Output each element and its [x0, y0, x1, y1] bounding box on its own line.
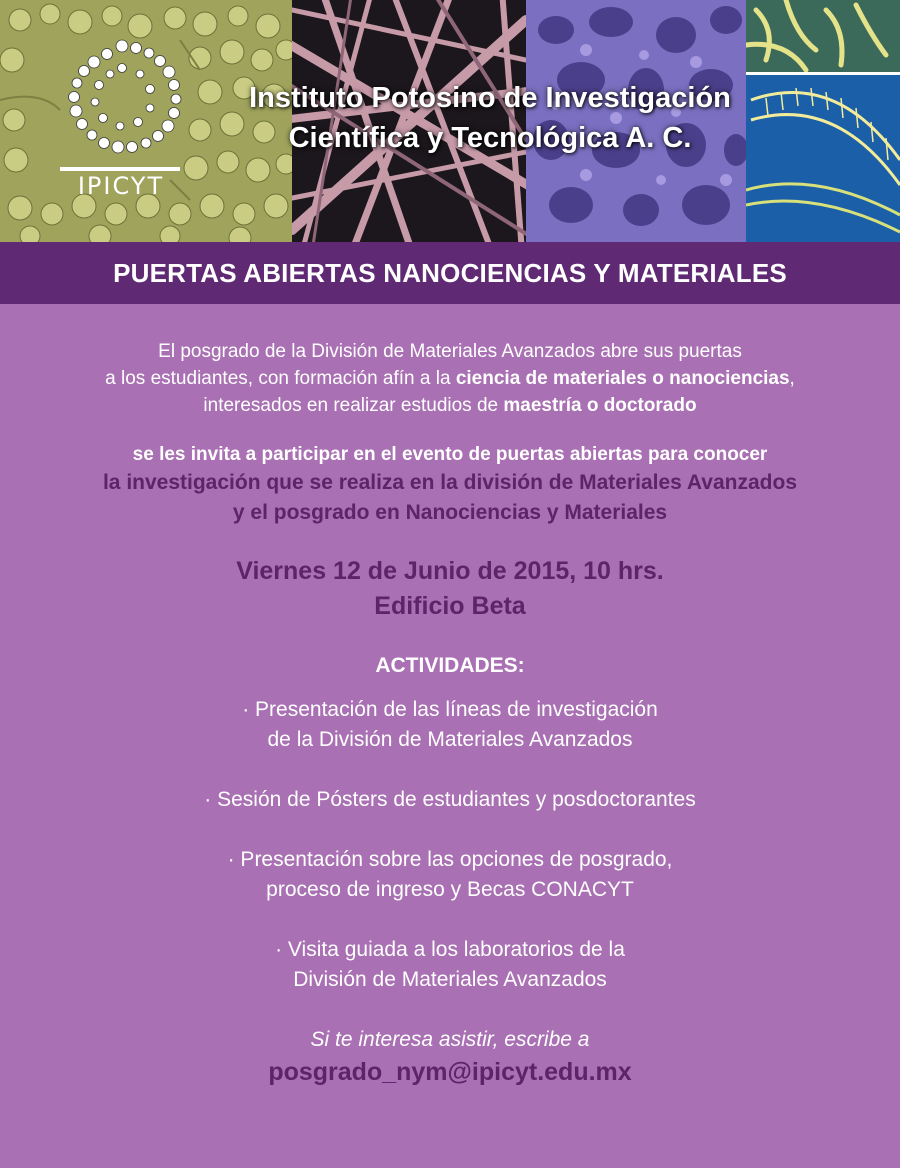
- intro-line: El posgrado de la División de Materiales Avanzados abre sus puertas: [158, 341, 742, 362]
- logo-divider: [60, 167, 180, 171]
- activity-item: [0, 845, 900, 905]
- activities-heading: ACTIVIDADES:: [375, 654, 525, 677]
- intro-text: a los estudiantes, con formación afín a la: [105, 368, 456, 389]
- activity-line: proceso de ingreso y Becas CONACYT: [266, 878, 634, 901]
- title-banner: [0, 242, 900, 304]
- event-details: [0, 554, 900, 624]
- activity-item: [0, 935, 900, 995]
- activity-line: División de Materiales Avanzados: [293, 968, 607, 991]
- activity-item: [0, 695, 900, 755]
- activity-line: de la División de Materiales Avanzados: [267, 728, 633, 751]
- intro-emphasis: maestría o doctorado: [503, 395, 697, 416]
- event-title: PUERTAS ABIERTAS NANOCIENCIAS Y MATERIALES: [113, 257, 787, 288]
- activity-line: · Presentación sobre las opciones de posgrado,: [227, 848, 673, 871]
- intro-emphasis: ciencia de materiales o nanociencias: [455, 368, 790, 389]
- header-image-banner: [0, 0, 900, 242]
- institution-title-line1: Instituto Potosino de Investigación: [249, 82, 731, 114]
- activity-line: · Visita guiada a los laboratorios de la: [275, 938, 625, 961]
- invitation-highlight: y el posgrado en Nanociencias y Materiales: [232, 501, 668, 524]
- intro-text: interesados en realizar estudios de: [203, 395, 504, 416]
- contact-email-link[interactable]: posgrado_nym@ipicyt.edu.mx: [268, 1058, 632, 1086]
- institution-title: [200, 78, 780, 158]
- activity-line: · Presentación de las líneas de investigación: [242, 698, 658, 721]
- activity-line: · Sesión de Pósters de estudiantes y posdoctorantes: [204, 788, 696, 811]
- main-content: [0, 338, 900, 1089]
- contact-prompt: Si te interesa asistir, escribe a: [310, 1028, 590, 1051]
- intro-text: ,: [789, 368, 795, 389]
- activity-item: [0, 785, 900, 815]
- intro-line: [0, 392, 900, 419]
- intro-line: [0, 365, 900, 392]
- logo-text: IPICYT: [77, 172, 165, 200]
- invitation-line: se les invita a participar en el evento de puertas abiertas para conocer: [132, 444, 768, 465]
- event-location: Edificio Beta: [374, 592, 526, 620]
- event-date: Viernes 12 de Junio de 2015, 10 hrs.: [236, 557, 664, 585]
- intro-paragraph: [0, 338, 900, 419]
- activities-list: [0, 695, 900, 995]
- invitation-highlight: la investigación que se realiza en la división de Materiales Avanzados: [102, 471, 798, 494]
- institution-title-line2: Científica y Tecnológica A. C.: [288, 122, 692, 154]
